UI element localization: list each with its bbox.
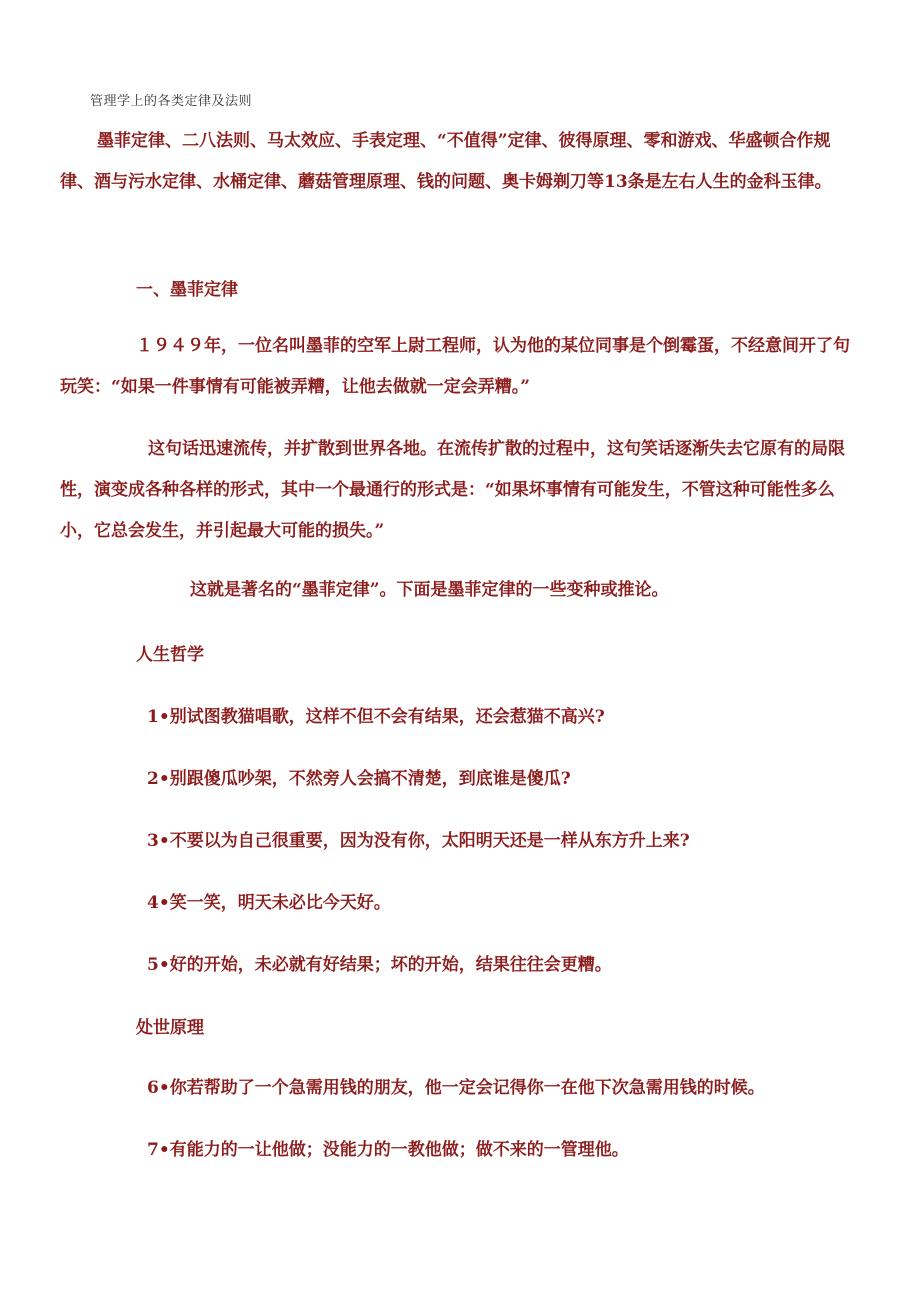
worldly-principles-heading: 处世原理 [136, 1018, 204, 1038]
intro-paragraph: 墨菲定律、二八法则、马太效应、手表定理、“不值得”定律、彼得原理、零和游戏、华盛顿合作规律、酒与污水定律、水桶定律、蘑菇管理原理、钱的问题、奥卡姆剃刀等13条是左右人生的金科玉律。 [60, 131, 832, 192]
list-item: 2•别跟傻瓜吵架，不然旁人会搞不清楚，到底谁是傻瓜? [147, 769, 571, 789]
list-item: 6•你若帮助了一个急需用钱的朋友，他一定会记得你一在他下次急需用钱的时候。 [147, 1078, 765, 1098]
murphy-summary-paragraph: 这就是著名的“墨菲定律”。下面是墨菲定律的一些变种或推论。 [190, 580, 669, 600]
murphy-origin-paragraph: １９４９年，一位名叫墨菲的空军上尉工程师，认为他的某位同事是个倒霉蛋，不经意间开了句玩笑：“如果一件事情有可能被弄糟，让他去做就一定会弄糟。” [60, 336, 850, 397]
list-item: 4•笑一笑，明天未必比今天好。 [147, 893, 391, 913]
murphy-spread-paragraph: 这句话迅速流传，并扩散到世界各地。在流传扩散的过程中，这句笑话逐渐失去它原有的局限性，演变成各种各样的形式，其中一个最通行的形式是：“如果坏事情有可能发生，不管这种可能性多么小，它总会发生，并引起最大可能的损失。” [60, 439, 845, 541]
document-title: 管理学上的各类定律及法则 [90, 94, 253, 109]
murphy-law-heading: 一、墨菲定律 [136, 280, 238, 300]
list-item: 5•好的开始，未必就有好结果；坏的开始，结果往往会更糟。 [147, 955, 612, 975]
list-item: 7•有能力的一让他做；没能力的一教他做；做不来的一管理他。 [147, 1140, 629, 1160]
list-item: 3•不要以为自己很重要，因为没有你，太阳明天还是一样从东方升上来? [147, 831, 690, 851]
list-item: 1•别试图教猫唱歌，这样不但不会有结果，还会惹猫不高兴? [147, 707, 605, 727]
life-philosophy-heading: 人生哲学 [136, 645, 204, 665]
